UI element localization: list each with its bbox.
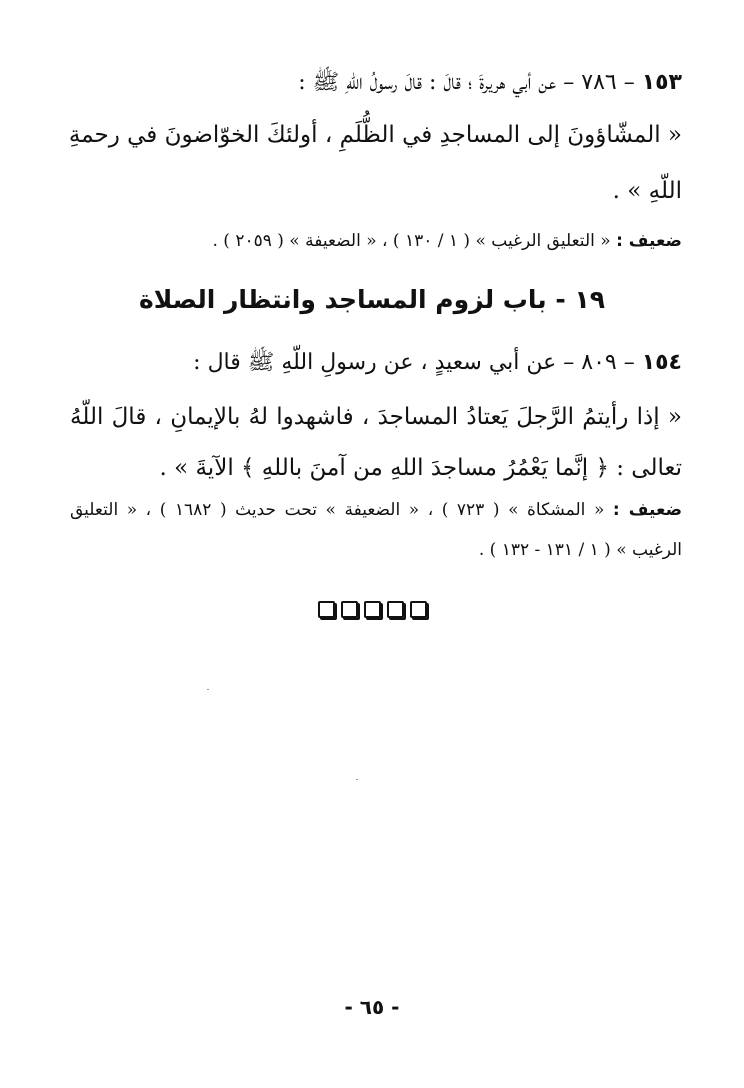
separator-box-icon bbox=[364, 601, 381, 618]
hadith-153-header bbox=[70, 70, 682, 96]
scan-speck bbox=[356, 779, 358, 780]
hadith-153-text-line-1: « المشّاؤونَ إلى المساجدِ في الظُّلَمِ ، أولئكَ الخوّاضونَ في رحمةِ bbox=[68, 122, 682, 148]
page-number: - ٦٥ - bbox=[344, 995, 400, 1019]
hadith-153-grade-label: ضعيف : bbox=[616, 231, 682, 251]
hadith-153-header-text: – ٧٨٦ – عن أبي هريرةَ ؛ قالَ : قالَ رسولُ اللّهِ ﷺ : bbox=[298, 70, 635, 95]
hadith-154-header bbox=[70, 350, 682, 376]
scan-speck bbox=[207, 689, 209, 690]
hadith-153-grade-text: « التعليق الرغيب » ( ١ / ١٣٠ ) ، « الضعيفة » ( ٢٠٥٩ ) . bbox=[212, 231, 611, 251]
hadith-154-text-line-2: تعالى : ﴿ إنَّما يَعْمُرُ مساجدَ اللهِ من آمنَ باللهِ ﴾ الآيةَ » . bbox=[159, 455, 682, 481]
hadith-153-text-line-2: اللّهِ » . bbox=[612, 178, 682, 204]
separator-box-icon bbox=[387, 601, 404, 618]
hadith-153-number: ١٥٣ bbox=[641, 70, 682, 95]
hadith-154-grade-label: ضعيف : bbox=[612, 500, 682, 520]
hadith-154-grade-line-2: الرغيب » ( ١ / ١٣١ - ١٣٢ ) . bbox=[478, 540, 682, 560]
hadith-154-header-text: – ٨٠٩ – عن أبي سعيدٍ ، عن رسولِ اللّهِ ﷺ قال : bbox=[193, 350, 635, 375]
separator-box-icon bbox=[318, 601, 335, 618]
section-separator bbox=[0, 601, 744, 623]
chapter-title: ١٩ - باب لزوم المساجد وانتظار الصلاة bbox=[139, 285, 605, 314]
hadith-154-number: ١٥٤ bbox=[641, 350, 682, 375]
separator-box-icon bbox=[341, 601, 358, 618]
separator-box-icon bbox=[410, 601, 427, 618]
hadith-154-grade-text-1: « المشكاة » ( ٧٢٣ ) ، « الضعيفة » تحت حديث ( ١٦٨٢ ) ، « التعليق bbox=[70, 500, 605, 520]
hadith-154-grade-line-1 bbox=[70, 500, 682, 520]
hadith-153-grade bbox=[70, 231, 682, 251]
hadith-154-text-line-1: « إذا رأيتمُ الرَّجلَ يَعتادُ المساجدَ ، فاشهدوا لهُ بالإيمانِ ، قالَ اللّهُ bbox=[70, 404, 682, 430]
